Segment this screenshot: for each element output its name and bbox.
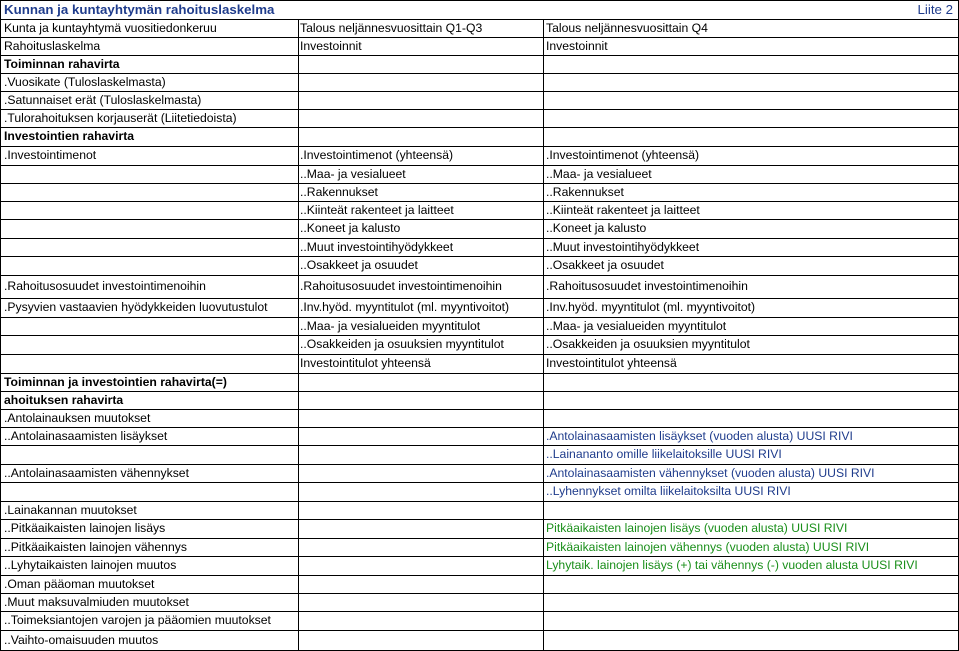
- table-cell: Talous neljännesvuosittain Q1-Q3: [300, 21, 483, 35]
- table-cell: .Investointimenot (yhteensä): [546, 148, 700, 162]
- table-cell: Toiminnan rahavirta: [4, 57, 120, 71]
- row-divider: [0, 556, 959, 557]
- table-cell: ..Toimeksiantojen varojen ja pääomien muutokset: [4, 613, 271, 627]
- table-cell: ..Rakennukset: [546, 185, 624, 199]
- table-cell: ..Lyhytaikaisten lainojen muutos: [4, 558, 177, 572]
- row-divider: [0, 391, 959, 392]
- title-divider: [0, 19, 959, 20]
- table-cell: ..Koneet ja kalusto: [546, 221, 647, 235]
- table-cell: ..Muut investointihyödykkeet: [300, 240, 454, 254]
- table-cell: .Pysyvien vastaavien hyödykkeiden luovutustulot: [4, 300, 268, 314]
- table-cell: Investointien rahavirta: [4, 129, 135, 143]
- row-divider: [0, 519, 959, 520]
- table-cell: .Inv.hyöd. myyntitulot (ml. myyntivoitot): [546, 300, 756, 314]
- table-cell: ..Koneet ja kalusto: [300, 221, 401, 235]
- row-divider: [0, 630, 959, 631]
- table-cell: ..Kiinteät rakenteet ja laitteet: [300, 203, 454, 217]
- table-cell: ..Antolainasaamisten lisäykset: [4, 429, 168, 443]
- table-cell: Investointitulot yhteensä: [546, 356, 677, 370]
- table-cell: Talous neljännesvuosittain Q4: [546, 21, 708, 35]
- row-divider: [0, 445, 959, 446]
- table-cell: .Muut maksuvalmiuden muutokset: [4, 595, 189, 609]
- row-divider: [0, 335, 959, 336]
- row-divider: [0, 427, 959, 428]
- row-divider: [0, 373, 959, 374]
- row-divider: [0, 298, 959, 299]
- table-cell: .Antolainauksen muutokset: [4, 411, 151, 425]
- table-cell: Investointitulot yhteensä: [300, 356, 431, 370]
- table-cell: Toiminnan ja investointien rahavirta(=): [4, 375, 227, 389]
- row-divider: [0, 73, 959, 74]
- row-divider: [0, 317, 959, 318]
- row-divider: [0, 409, 959, 410]
- table-cell: ahoituksen rahavirta: [4, 393, 124, 407]
- table-cell: ..Osakkeet ja osuudet: [300, 258, 418, 272]
- table-cell: ..Lyhennykset omilta liikelaitoksilta UUSI RIVI: [546, 484, 791, 498]
- row-divider: [0, 611, 959, 612]
- table-cell: .Satunnaiset erät (Tuloslaskelmasta): [4, 93, 202, 107]
- table-cell: ..Maa- ja vesialueet: [546, 167, 652, 181]
- row-divider: [0, 91, 959, 92]
- row-divider: [0, 183, 959, 184]
- row-divider: [0, 575, 959, 576]
- table-cell: ..Osakkeiden ja osuuksien myyntitulot: [300, 337, 504, 351]
- table-cell: Rahoituslaskelma: [4, 39, 101, 53]
- row-divider: [0, 354, 959, 355]
- table-cell: .Oman pääoman muutokset: [4, 577, 155, 591]
- row-divider: [0, 146, 959, 147]
- row-divider: [0, 55, 959, 56]
- table-cell: ..Maa- ja vesialueiden myyntitulot: [300, 319, 481, 333]
- table-cell: ..Vaihto-omaisuuden muutos: [4, 633, 159, 647]
- row-divider: [0, 165, 959, 166]
- sheet-title: Kunnan ja kuntayhtymän rahoituslaskelma: [4, 2, 275, 17]
- row-divider: [0, 538, 959, 539]
- row-divider: [0, 238, 959, 239]
- row-divider: [0, 501, 959, 502]
- table-cell: ..Osakkeet ja osuudet: [546, 258, 664, 272]
- table-cell: ..Maa- ja vesialueiden myyntitulot: [546, 319, 727, 333]
- row-divider: [0, 593, 959, 594]
- table-cell: .Rahoitusosuudet investointimenoihin: [4, 279, 206, 293]
- table-cell: Lyhytaik. lainojen lisäys (+) tai vähennys (-) vuoden alusta UUSI RIVI: [546, 558, 918, 572]
- table-cell: .Antolainasaamisten lisäykset (vuoden alusta) UUSI RIVI: [546, 429, 853, 443]
- table-cell: Investoinnit: [300, 39, 362, 53]
- table-cell: ..Rakennukset: [300, 185, 378, 199]
- table-cell: Pitkäaikaisten lainojen lisäys (vuoden alusta) UUSI RIVI: [546, 521, 848, 535]
- row-divider: [0, 109, 959, 110]
- table-cell: ..Osakkeiden ja osuuksien myyntitulot: [546, 337, 750, 351]
- table-cell: ..Pitkäaikaisten lainojen lisäys: [4, 521, 166, 535]
- row-divider: [0, 275, 959, 276]
- row-divider: [0, 256, 959, 257]
- table-cell: .Inv.hyöd. myyntitulot (ml. myyntivoitot): [300, 300, 510, 314]
- table-cell: .Rahoitusosuudet investointimenoihin: [546, 279, 748, 293]
- table-cell: .Tulorahoituksen korjauserät (Liitetiedoista): [4, 111, 237, 125]
- table-cell: .Rahoitusosuudet investointimenoihin: [300, 279, 502, 293]
- table-cell: .Antolainasaamisten vähennykset (vuoden alusta) UUSI RIVI: [546, 466, 875, 480]
- table-cell: ..Muut investointihyödykkeet: [546, 240, 700, 254]
- table-cell: ..Antolainasaamisten vähennykset: [4, 466, 189, 480]
- table-cell: Kunta ja kuntayhtymä vuositiedonkeruu: [4, 21, 217, 35]
- table-cell: .Investointimenot (yhteensä): [300, 148, 454, 162]
- row-divider: [0, 201, 959, 202]
- table-cell: .Investointimenot: [4, 148, 97, 162]
- row-divider: [0, 127, 959, 128]
- table-cell: .Lainakannan muutokset: [4, 503, 137, 517]
- appendix-label: Liite 2: [917, 2, 953, 17]
- table-cell: ..Pitkäaikaisten lainojen vähennys: [4, 540, 187, 554]
- row-divider: [0, 482, 959, 483]
- table-cell: ..Maa- ja vesialueet: [300, 167, 406, 181]
- table-cell: .Vuosikate (Tuloslaskelmasta): [4, 75, 166, 89]
- table-cell: ..Lainananto omille liikelaitoksille UUSI RIVI: [546, 447, 782, 461]
- row-divider: [0, 464, 959, 465]
- table-cell: ..Kiinteät rakenteet ja laitteet: [546, 203, 700, 217]
- row-divider: [0, 219, 959, 220]
- row-divider: [0, 37, 959, 38]
- table-cell: Investoinnit: [546, 39, 608, 53]
- table-cell: Pitkäaikaisten lainojen vähennys (vuoden alusta) UUSI RIVI: [546, 540, 870, 554]
